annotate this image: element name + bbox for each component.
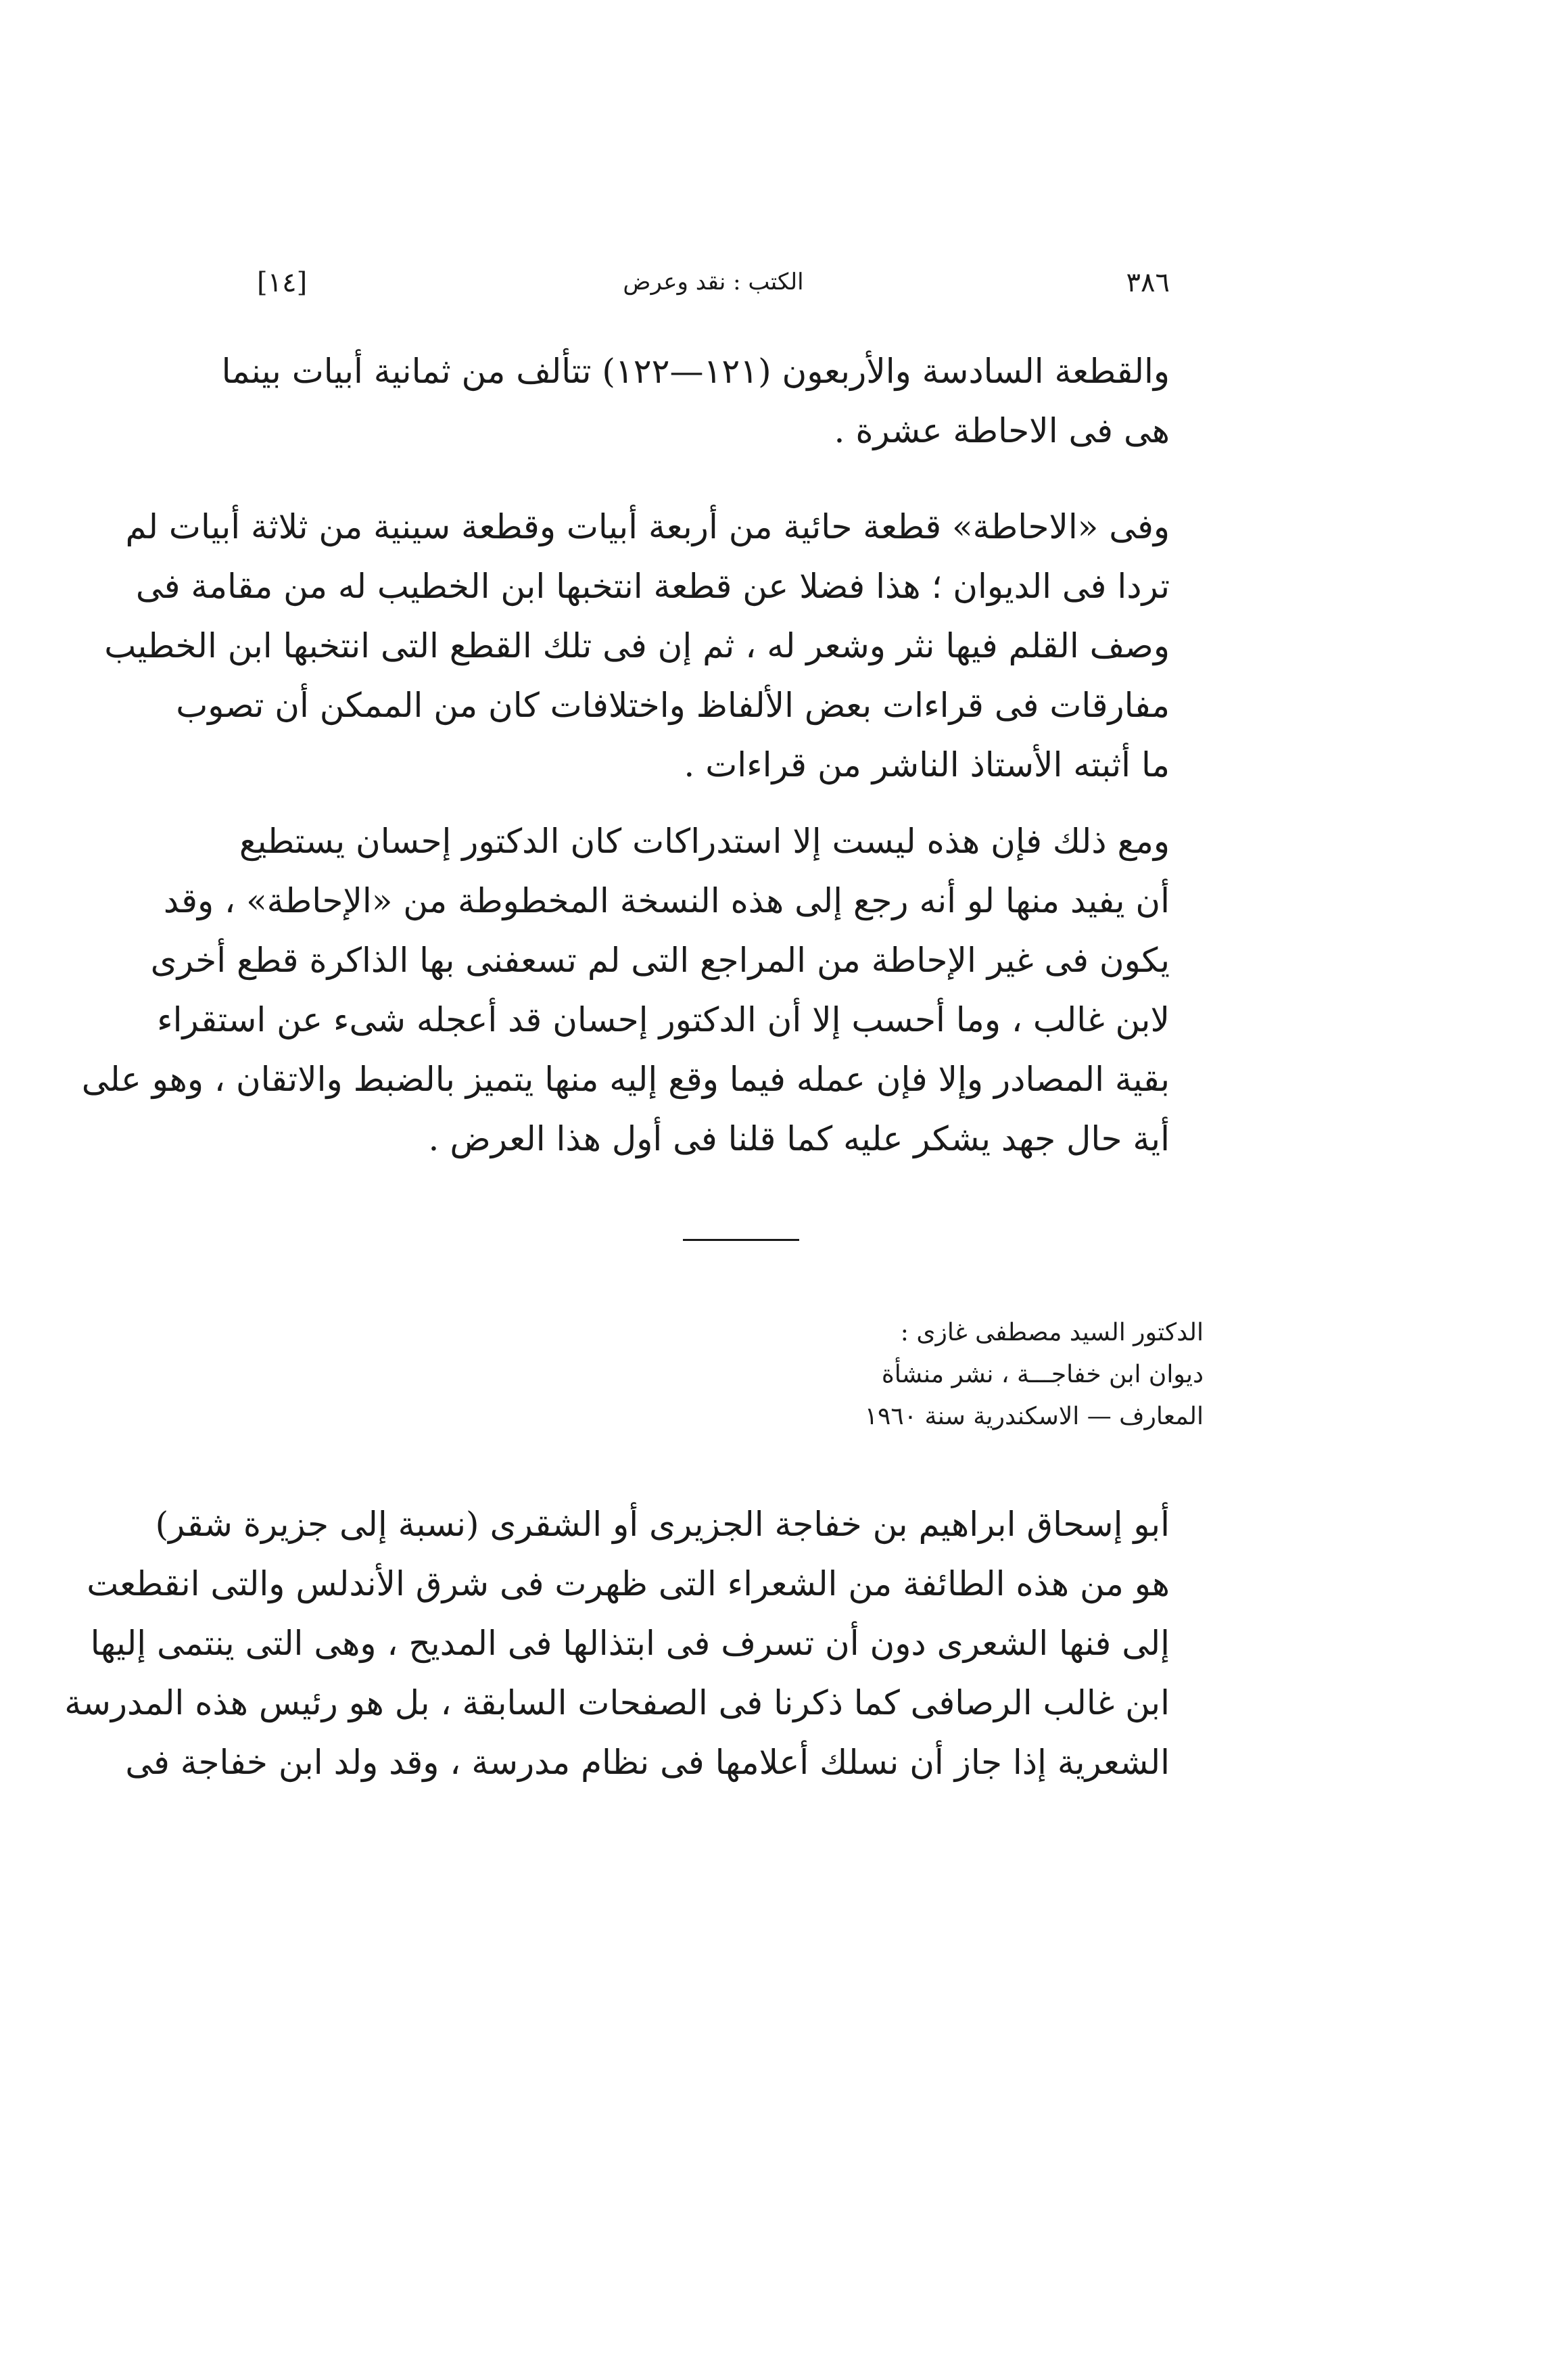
paragraph-1 — [221, 342, 1170, 461]
paragraph-4 — [64, 1495, 1170, 1792]
paragraph-line: هى فى الاحاطة عشرة . — [834, 411, 1170, 450]
paragraph-line: هو من هذه الطائفة من الشعراء التى ظهرت فى شرق الأندلس والتى انقطعت — [87, 1564, 1170, 1603]
paragraph-line: أية حال جهد يشكر عليه كما قلنا فى أول هذا العرض . — [428, 1119, 1170, 1158]
paragraph-line: ومع ذلك فإن هذه ليست إلا استدراكات كان الدكتور إحسان يستطيع — [239, 822, 1170, 861]
page-number: ٣٨٦ — [1126, 267, 1170, 298]
running-title: الكتب : نقد وعرض — [623, 268, 804, 296]
paragraph-line: الشعرية إذا جاز أن نسلك أعلامها فى نظام مدرسة ، وقد ولد ابن خفاجة فى — [125, 1743, 1170, 1782]
book-title: ديوان ابن خفاجـــة ، نشر منشأة — [881, 1361, 1204, 1388]
book-author: الدكتور السيد مصطفى غازى : — [900, 1319, 1204, 1346]
book-reference — [811, 1312, 1204, 1438]
paragraph-2 — [104, 497, 1170, 795]
paragraph-line: أن يفيد منها لو أنه رجع إلى هذه النسخة المخطوطة من «الإحاطة» ، وقد — [163, 881, 1170, 920]
paragraph-line: ما أثبته الأستاذ الناشر من قراءات . — [684, 745, 1170, 784]
paragraph-line: لابن غالب ، وما أحسب إلا أن الدكتور إحسان قد أعجله شىء عن استقراء — [157, 1000, 1170, 1039]
paragraph-line: وفى «الاحاطة» قطعة حائية من أربعة أبيات وقطعة سينية من ثلاثة أبيات لم — [125, 507, 1170, 546]
paragraph-line: إلى فنها الشعرى دون أن تسرف فى ابتذالها فى المديح ، وهى التى ينتمى إليها — [90, 1624, 1170, 1663]
paragraph-line: بقية المصادر وإلا فإن عمله فيما وقع إليه منها يتميز بالضبط والاتقان ، وهو على — [81, 1060, 1170, 1099]
section-number: [١٤] — [257, 267, 308, 298]
paragraph-line: وصف القلم فيها نثر وشعر له ، ثم إن فى تلك القطع التى انتخبها ابن الخطيب — [104, 626, 1170, 665]
paragraph-3 — [81, 812, 1170, 1169]
page-header — [257, 267, 1170, 308]
paragraph-line: والقطعة السادسة والأربعون (١٢١—١٢٢) تتألف من ثمانية أبيات بينما — [221, 352, 1170, 391]
section-divider — [683, 1239, 799, 1241]
paragraph-line: ابن غالب الرصافى كما ذكرنا فى الصفحات السابقة ، بل هو رئيس هذه المدرسة — [64, 1683, 1170, 1722]
paragraph-line: تردا فى الديوان ؛ هذا فضلا عن قطعة انتخبها ابن الخطيب له من مقامة فى — [135, 567, 1170, 606]
book-publication: المعارف — الاسكندرية سنة ١٩٦٠ — [864, 1403, 1204, 1430]
paragraph-line: مفارقات فى قراءات بعض الألفاظ واختلافات كان من الممكن أن تصوب — [176, 686, 1170, 725]
paragraph-line: يكون فى غير الإحاطة من المراجع التى لم تسعفنى بها الذاكرة قطع أخرى — [150, 941, 1170, 980]
paragraph-line: أبو إسحاق ابراهيم بن خفاجة الجزيرى أو الشقرى (نسبة إلى جزيرة شقر) — [155, 1505, 1170, 1544]
